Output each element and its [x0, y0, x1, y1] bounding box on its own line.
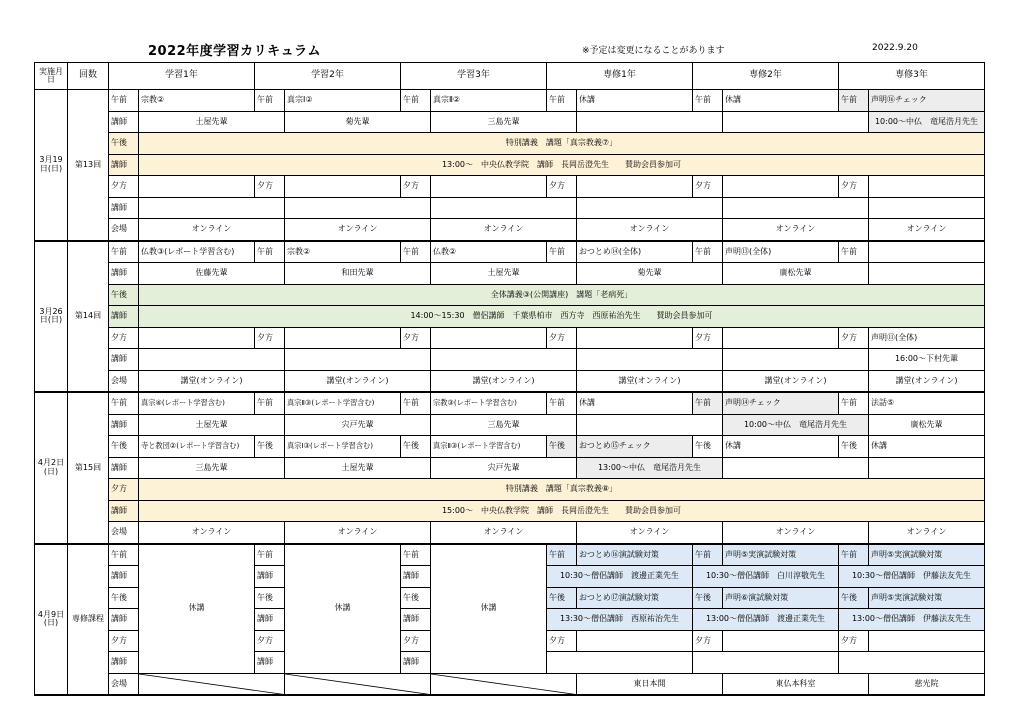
- class-cell: 真宗Ⅱ②: [431, 90, 547, 112]
- class-cell: [869, 241, 985, 263]
- table-row: [35, 176, 985, 198]
- table-row: [35, 544, 985, 566]
- slot-label: 午後: [109, 133, 139, 155]
- row-label: 講師: [109, 652, 139, 674]
- row-label: 講師: [109, 566, 139, 588]
- class-cell: おつとめ⑰演試験対策: [577, 587, 693, 609]
- teacher-cell: 佐藤先輩: [139, 263, 285, 285]
- slot-label: 午前: [255, 90, 285, 112]
- session-cell: 第15回: [68, 392, 109, 544]
- header-session: 回数: [68, 63, 109, 90]
- teacher-cell: [723, 111, 869, 133]
- venue-cell: 講堂(オンライン): [869, 370, 985, 392]
- slot-label: 午前: [255, 241, 285, 263]
- teacher-cell: 10:30～僧侶講師 白川淳敬先生: [693, 566, 839, 588]
- table-row: [35, 327, 985, 349]
- teacher-cell: 土屋先輩: [431, 263, 577, 285]
- row-label: 講師: [255, 566, 285, 588]
- date-cell: 3月19日(日): [35, 90, 68, 241]
- slot-label: 午前: [693, 544, 723, 566]
- header-s3: 専修3年: [839, 63, 985, 90]
- special-lecture: 特別講義 講題「真宗教義⑧」: [139, 479, 985, 501]
- slot-label: 夕方: [839, 327, 869, 349]
- table-row: [35, 133, 985, 155]
- header-g3: 学習3年: [401, 63, 547, 90]
- class-cell: 休講: [723, 90, 839, 112]
- curriculum-table: [34, 62, 985, 696]
- teacher-cell: 三島先輩: [139, 457, 285, 479]
- slot-label: 午前: [693, 392, 723, 414]
- slot-label: 午前: [547, 241, 577, 263]
- date-cell: 3月26日(日): [35, 241, 68, 393]
- class-cell: 寺と教団②(レポート学習含む): [139, 436, 255, 458]
- class-cell: 宗教②: [139, 90, 255, 112]
- slot-label: 午前: [401, 90, 431, 112]
- venue-cell: 講堂(オンライン): [577, 370, 723, 392]
- table-row: [35, 414, 985, 436]
- class-cell: おつとめ⑭(全体): [577, 241, 693, 263]
- slot-label: 夕方: [255, 176, 285, 198]
- class-cell: 法話⑤: [869, 392, 985, 414]
- slot-label: 夕方: [401, 176, 431, 198]
- slot-label: 夕方: [547, 176, 577, 198]
- slot-label: 夕方: [547, 327, 577, 349]
- slot-label: 午前: [109, 392, 139, 414]
- header-s2: 専修2年: [693, 63, 839, 90]
- slot-label: 夕方: [255, 327, 285, 349]
- class-cell: 仏教③(レポート学習含む): [139, 241, 255, 263]
- venue-cell: オンライン: [431, 219, 577, 241]
- teacher-cell: 13:00～僧侶講師 渡邊正業先生: [693, 609, 839, 631]
- schedule-change-note: ※予定は変更になることがあります: [582, 46, 725, 56]
- class-cell: 声明⑭チェック: [723, 392, 839, 414]
- header-s1: 専修1年: [547, 63, 693, 90]
- table-row: [35, 500, 985, 522]
- venue-cell: 東日本開: [577, 673, 723, 695]
- slot-label: 夕方: [255, 630, 285, 652]
- special-lecture-teacher: 13:00～ 中央仏教学院 講師 長岡岳澄先生 賛助会員参加可: [139, 154, 985, 176]
- venue-cell: 慈光院: [869, 673, 985, 695]
- slot-label: 午後: [547, 587, 577, 609]
- teacher-cell: 10:30～僧侶講師 伊藤法友先生: [839, 566, 985, 588]
- venue-cell: 講堂(オンライン): [723, 370, 869, 392]
- slot-label: 午後: [255, 587, 285, 609]
- slot-label: 午後: [547, 436, 577, 458]
- table-row: [35, 349, 985, 371]
- slot-label: 夕方: [547, 630, 577, 652]
- venue-cell: オンライン: [577, 219, 723, 241]
- slot-label: 午前: [839, 90, 869, 112]
- row-label: 講師: [109, 197, 139, 219]
- closed-cell: 休講: [139, 544, 255, 674]
- row-label: 会場: [109, 522, 139, 544]
- venue-cell: オンライン: [139, 522, 285, 544]
- class-cell: 真宗Ⅰ②: [285, 90, 401, 112]
- row-label: 講師: [109, 154, 139, 176]
- class-cell: おつとめ⑮チェック: [577, 436, 693, 458]
- teacher-cell: [577, 414, 723, 436]
- slot-label: 午前: [839, 392, 869, 414]
- slot-label: 夕方: [401, 630, 431, 652]
- teacher-cell: 13:00～中仏 竜尾浩月先生: [577, 457, 723, 479]
- slot-label: 夕方: [839, 630, 869, 652]
- empty-venue-cell: [431, 673, 577, 695]
- table-row: [35, 306, 985, 328]
- venue-cell: オンライン: [285, 522, 431, 544]
- class-cell: 声明⑬(全体): [723, 241, 839, 263]
- general-lecture: 全体講義③(公開講座) 講題「老病死」: [139, 284, 985, 306]
- table-row: [35, 479, 985, 501]
- class-cell: 真宗④(レポート学習含む): [139, 392, 255, 414]
- teacher-cell: 土屋先輩: [139, 414, 285, 436]
- header-date: 実施月日: [35, 63, 68, 90]
- teacher-cell: 三島先輩: [431, 414, 577, 436]
- slot-label: 午後: [693, 436, 723, 458]
- class-cell: 仏教②: [431, 241, 547, 263]
- slot-label: 午後: [255, 436, 285, 458]
- slot-label: 夕方: [693, 630, 723, 652]
- table-row: [35, 522, 985, 544]
- slot-label: 午前: [547, 544, 577, 566]
- teacher-cell: 10:00～中仏 竜尾浩月先生: [869, 111, 985, 133]
- slot-label: 夕方: [693, 327, 723, 349]
- session-cell: 第13回: [68, 90, 109, 241]
- venue-cell: オンライン: [139, 219, 285, 241]
- teacher-cell: 菊先輩: [577, 263, 723, 285]
- class-cell: 声明⑪(全体): [869, 327, 985, 349]
- slot-label: 午前: [401, 241, 431, 263]
- teacher-cell: 三島先輩: [431, 111, 577, 133]
- row-label: 講師: [109, 111, 139, 133]
- slot-label: 午後: [109, 284, 139, 306]
- venue-cell: オンライン: [577, 522, 723, 544]
- venue-cell: オンライン: [723, 219, 869, 241]
- class-cell: 声明⑤実演試験対策: [869, 587, 985, 609]
- slot-label: 午前: [547, 90, 577, 112]
- row-label: 講師: [401, 566, 431, 588]
- row-label: 講師: [109, 609, 139, 631]
- session-cell: 専修課程: [68, 544, 109, 696]
- empty-venue-cell: [285, 673, 431, 695]
- teacher-cell: 10:00～中仏 竜尾浩月先生: [723, 414, 869, 436]
- class-cell: 真宗Ⅰ③(レポート学習含む): [285, 436, 401, 458]
- slot-label: 午前: [693, 90, 723, 112]
- special-lecture: 特別講義 講題「真宗教義⑦」: [139, 133, 985, 155]
- slot-label: 午前: [693, 241, 723, 263]
- slot-label: 午後: [401, 587, 431, 609]
- special-lecture-teacher: 15:00～ 中央仏教学院 講師 長岡岳澄先生 賛助会員参加可: [139, 500, 985, 522]
- slot-label: 夕方: [839, 176, 869, 198]
- class-cell: 休講: [577, 90, 693, 112]
- teacher-cell: 宍戸先輩: [431, 457, 577, 479]
- teacher-cell: 土屋先輩: [285, 457, 431, 479]
- slot-label: 夕方: [401, 327, 431, 349]
- slot-label: 夕方: [693, 176, 723, 198]
- row-label: 会場: [109, 673, 139, 695]
- row-label: 講師: [109, 500, 139, 522]
- table-row: [35, 111, 985, 133]
- venue-cell: 講堂(オンライン): [285, 370, 431, 392]
- table-row: [35, 370, 985, 392]
- teacher-cell: [577, 111, 723, 133]
- row-label: 講師: [109, 306, 139, 328]
- slot-label: 夕方: [109, 176, 139, 198]
- general-lecture-teacher: 14:00～15:30 僧侶講師 千葉県柏市 西方寺 西原祐治先生 賛助会員参加可: [139, 306, 985, 328]
- class-cell: 真宗Ⅱ③(レポート学習含む): [431, 436, 547, 458]
- slot-label: 午前: [109, 544, 139, 566]
- row-label: 講師: [401, 609, 431, 631]
- table-row: [35, 154, 985, 176]
- header-row: [35, 63, 985, 90]
- class-cell: 声明⑤実演試験対策: [869, 544, 985, 566]
- slot-label: 午前: [401, 392, 431, 414]
- row-label: 講師: [109, 414, 139, 436]
- table-row: [35, 90, 985, 112]
- teacher-cell: 土屋先輩: [139, 111, 285, 133]
- page-title: 2022年度学習カリキュラム: [148, 44, 322, 59]
- header-g2: 学習2年: [255, 63, 401, 90]
- closed-cell: 休講: [431, 544, 547, 674]
- table-row: [35, 673, 985, 695]
- table-row: [35, 219, 985, 241]
- date-cell: 4月9日(日): [35, 544, 68, 696]
- slot-label: 午前: [839, 241, 869, 263]
- slot-label: 夕方: [109, 327, 139, 349]
- class-cell: 宗教③(レポート学習含む): [431, 392, 547, 414]
- slot-label: 午前: [255, 544, 285, 566]
- class-cell: 休講: [577, 392, 693, 414]
- teacher-cell: 和田先輩: [285, 263, 431, 285]
- slot-label: 午前: [255, 392, 285, 414]
- teacher-cell: 廣松先輩: [723, 263, 869, 285]
- class-cell: 声明⑯チェック: [869, 90, 985, 112]
- row-label: 講師: [109, 457, 139, 479]
- session-cell: 第14回: [68, 241, 109, 393]
- teacher-cell: 13:30～僧侶講師 西原祐治先生: [547, 609, 693, 631]
- venue-cell: オンライン: [431, 522, 577, 544]
- slot-label: 午後: [109, 436, 139, 458]
- venue-cell: オンライン: [723, 522, 869, 544]
- class-cell: 休講: [869, 436, 985, 458]
- closed-cell: 休講: [285, 544, 401, 674]
- table-row: [35, 436, 985, 458]
- table-row: [35, 197, 985, 219]
- teacher-cell: 菊先輩: [285, 111, 431, 133]
- class-cell: 声明⑤実演試験対策: [723, 544, 839, 566]
- venue-cell: 東仏本科室: [723, 673, 869, 695]
- slot-label: 午前: [401, 544, 431, 566]
- class-cell: 宗教②: [285, 241, 401, 263]
- row-label: 講師: [255, 652, 285, 674]
- teacher-cell: 宍戸先輩: [285, 414, 431, 436]
- slot-label: 午後: [839, 436, 869, 458]
- table-row: [35, 284, 985, 306]
- row-label: 講師: [109, 263, 139, 285]
- table-row: [35, 263, 985, 285]
- table-row: [35, 241, 985, 263]
- table-row: [35, 392, 985, 414]
- teacher-cell: 10:30～僧侶講師 渡邊正業先生: [547, 566, 693, 588]
- slot-label: 夕方: [109, 630, 139, 652]
- row-label: 講師: [255, 609, 285, 631]
- class-cell: 声明⑥演試験対策: [723, 587, 839, 609]
- table-row: [35, 457, 985, 479]
- slot-label: 午前: [109, 90, 139, 112]
- class-cell: おつとめ⑯演試験対策: [577, 544, 693, 566]
- slot-label: 午後: [839, 587, 869, 609]
- slot-label: 午後: [109, 587, 139, 609]
- slot-label: 午前: [547, 392, 577, 414]
- header-g1: 学習1年: [109, 63, 255, 90]
- date-cell: 4月2日(日): [35, 392, 68, 544]
- empty-venue-cell: [139, 673, 285, 695]
- teacher-cell: 廣松先輩: [869, 414, 985, 436]
- venue-cell: 講堂(オンライン): [139, 370, 285, 392]
- slot-label: 午前: [839, 544, 869, 566]
- revision-date: 2022.9.20: [872, 43, 918, 53]
- venue-cell: オンライン: [869, 522, 985, 544]
- row-label: 会場: [109, 219, 139, 241]
- slot-label: 午後: [693, 587, 723, 609]
- class-cell: 真宗Ⅱ③(レポート学習含む): [285, 392, 401, 414]
- slot-label: 午前: [109, 241, 139, 263]
- venue-cell: オンライン: [285, 219, 431, 241]
- row-label: 講師: [109, 349, 139, 371]
- slot-label: 夕方: [109, 479, 139, 501]
- teacher-cell: 16:00～下村先輩: [869, 349, 985, 371]
- row-label: 講師: [401, 652, 431, 674]
- slot-label: 午後: [401, 436, 431, 458]
- venue-cell: 講堂(オンライン): [431, 370, 577, 392]
- row-label: 会場: [109, 370, 139, 392]
- venue-cell: オンライン: [869, 219, 985, 241]
- class-cell: 休講: [723, 436, 839, 458]
- teacher-cell: 13:00～僧侶講師 伊藤法友先生: [839, 609, 985, 631]
